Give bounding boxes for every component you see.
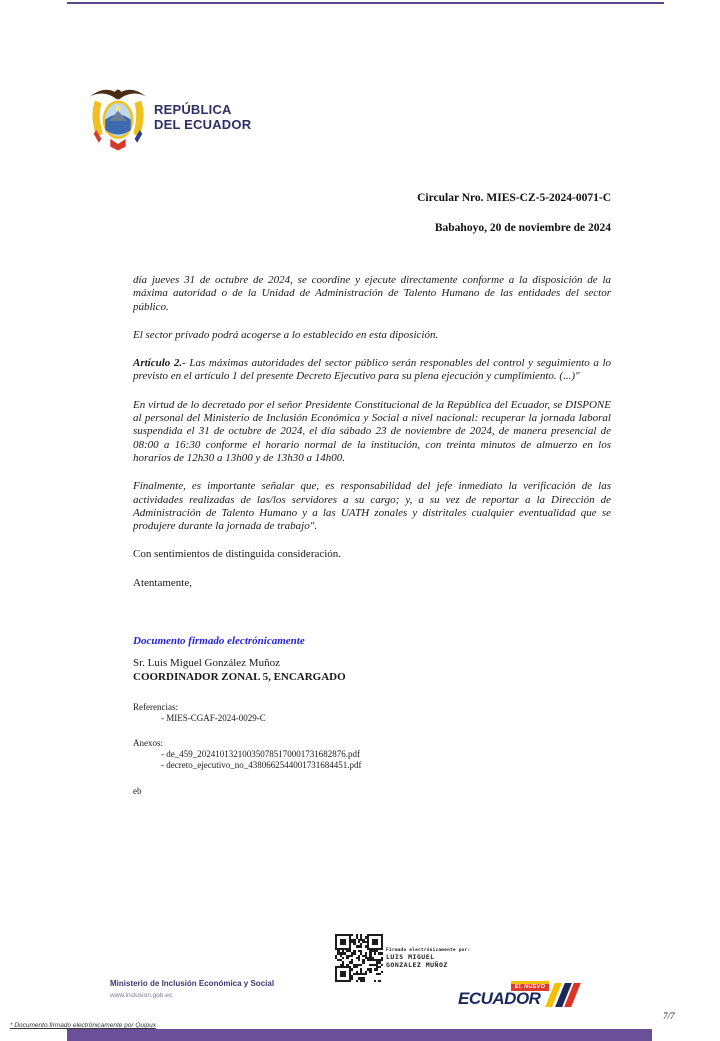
annex-item: - decreto_ejecutivo_no_4380662544001731684451.pdf <box>161 760 362 771</box>
ecuador-coat-of-arms-icon <box>86 82 150 160</box>
circular-number: Circular Nro. MIES-CZ-5-2024-0071-C <box>417 192 611 204</box>
author-initials: eb <box>133 786 142 797</box>
ecuador-wordmark: ECUADOR <box>458 989 541 1008</box>
closing-line: Con sentimientos de distinguida consideración. <box>133 548 342 561</box>
reference-item: - MIES-CGAF-2024-0029-C <box>161 713 266 724</box>
annexes-label: Anexos: <box>133 738 163 749</box>
annex-item: - de_459_202410132100350785170001731682876.pdf <box>161 749 360 760</box>
qr-code <box>335 934 383 982</box>
el-nuevo-ecuador-logo <box>458 980 583 1010</box>
top-divider-line <box>67 2 664 4</box>
paragraph-2: El sector privado podrá acogerse a lo establecido en esta diposición. <box>133 328 439 341</box>
qr-caption: Firmado electrónicamente por: <box>386 947 471 953</box>
header-logo <box>86 82 251 160</box>
bottom-accent-bar <box>67 1029 652 1041</box>
qr-signer-line1: LUIS MIGUEL <box>386 952 435 961</box>
qr-signer-text <box>386 948 470 969</box>
page-number: 7/7 <box>663 1011 675 1021</box>
letter-body <box>133 274 611 799</box>
brand-line1: REPÚBLICA <box>154 102 232 117</box>
signer-title: COORDINADOR ZONAL 5, ENCARGADO <box>133 671 346 684</box>
references-label: Referencias: <box>133 702 178 713</box>
qr-signer-line2: GONZALEZ MUÑOZ <box>386 960 448 969</box>
paragraph-article-2 <box>133 357 611 384</box>
article-2-text: Las máximas autoridades del sector público serán responables del control y seguimiento a lo previsto en el artículo 1 del presente Decreto Ejecutivo para su plena ejecución y cumplimiento. (...)" <box>133 357 611 383</box>
ministry-website: www.inclusion.gob.ec <box>110 992 173 999</box>
article-2-lead: Artículo 2.- <box>133 357 186 370</box>
paragraph-4: En virtud de lo decretado por el señor Presidente Constitucional de la República del Ecuador, se DISPONE al personal del Ministerio de Inclusión Económica y Social a nivel nacional: recuperar la jornada laboral suspendida el 31 de octubre de 2024, el día sábado 23 de noviembre de 2024, de manera presencial de 08:00 a 16:30 conforme el horario normal de la institución, con treinta minutos de almuerzo en los horarios de 12h30 a 13h00 y de 13h30 a 14h00. <box>133 398 611 464</box>
salutation: Atentamente, <box>133 576 192 589</box>
ministry-name: Ministerio de Inclusión Económica y Social <box>110 979 275 988</box>
esign-label: Documento firmado electrónicamente <box>133 635 305 648</box>
paragraph-1: día jueves 31 de octubre de 2024, se coordine y ejecute directamente conforme a la disposición de la máxima autoridad o de la Unidad de Administración de Talento Humano de las entidades del sector público. <box>133 274 611 313</box>
el-nuevo-badge: EL NUEVO <box>511 981 549 991</box>
flag-stripes-icon <box>550 983 579 1007</box>
signer-name: Sr. Luis Miguel González Muñoz <box>133 657 280 670</box>
footer-ministry-block <box>110 979 274 999</box>
brand-line2: DEL ECUADOR <box>154 117 252 132</box>
city-date: Babahoyo, 20 de noviembre de 2024 <box>434 222 611 234</box>
paragraph-5: Finalmente, es importante señalar que, es responsabilidad del jefe inmediato la verificación de las actividades realizadas de las/los servidores a su cargo; y, a su vez de reportar a la Dirección de Administración de Talento Humano y a las UATH zonales y distritales cualquier eventualidad que se produjere durante la jornada de trabajo". <box>133 480 611 533</box>
republic-brand-text <box>154 102 251 132</box>
letterhead <box>133 192 611 234</box>
references-section <box>133 702 611 724</box>
esignature-stamp <box>335 934 470 982</box>
quipux-footnote: * Documento firmado electrónicamente por Quipux <box>10 1022 156 1029</box>
signature-block <box>133 656 611 684</box>
annexes-section <box>133 738 611 771</box>
